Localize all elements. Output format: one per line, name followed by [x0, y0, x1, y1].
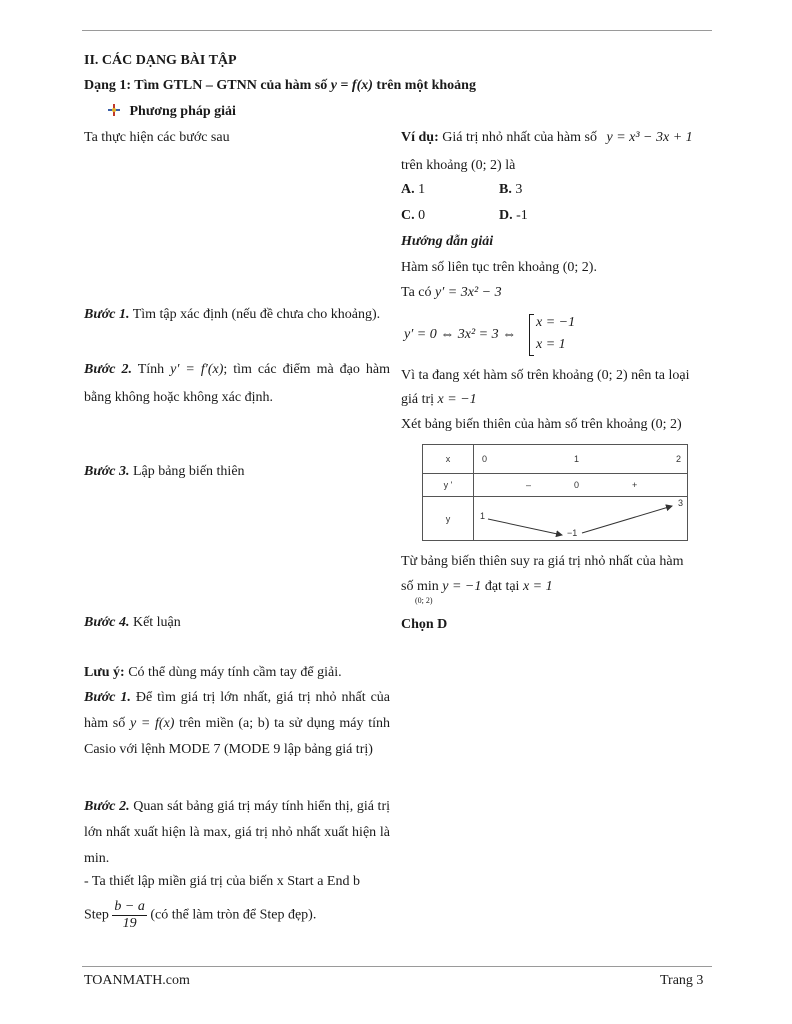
row-x-label: x — [423, 445, 474, 474]
note: Lưu ý: Có thể dùng máy tính cầm tay để giải. — [84, 665, 342, 680]
section-title: II. CÁC DẠNG BÀI TẬP — [84, 53, 237, 68]
x-value-0: 0 — [482, 454, 488, 464]
yprime-zero: 0 — [574, 480, 580, 490]
arrow-up — [582, 506, 672, 533]
answer: Chọn D — [401, 617, 448, 632]
type-title: Dạng 1: Tìm GTLN – GTNN của hàm số y = f(x) trên một khoảng — [84, 78, 476, 93]
y-value-min: −1 — [567, 528, 578, 538]
row-yprime-label: y ' — [423, 474, 474, 497]
note-dash-line: - Ta thiết lập miền giá trị của biến x Start a End b — [84, 874, 360, 889]
footer-divider — [82, 966, 712, 967]
y-value-end: 3 — [677, 498, 683, 508]
example-line-1: Ví dụ: Giá trị nhỏ nhất của hàm số y = x³ − 3x + 1 — [401, 130, 693, 145]
intro-text: Ta thực hiện các bước sau — [84, 130, 230, 145]
row-y-values — [474, 497, 688, 541]
derivative-line: Ta có y′ = 3x² − 3 — [401, 285, 502, 300]
option-d: D. -1 — [499, 208, 528, 223]
row-y — [423, 497, 688, 541]
footer-site: TOANMATH.com — [84, 973, 190, 988]
solution-2: x = 1 — [536, 337, 566, 352]
step-1: Bước 1. Tìm tập xác định (nếu đề chưa cho khoảng). — [84, 307, 381, 322]
x-value-2: 2 — [675, 454, 681, 464]
x-value-1: 1 — [574, 454, 580, 464]
note-step-2: Bước 2. Quan sát bảng giá trị máy tính hiển thị, giá trị lớn nhất xuất hiện là max, giá trị nhỏ nhất xuất hiện là min. — [84, 799, 390, 866]
step-4: Bước 4. Kết luận — [84, 615, 181, 630]
row-yprime — [423, 474, 688, 497]
exclude-line-1: Vì ta đang xét hàm số trên khoảng (0; 2) nên ta loại — [401, 368, 690, 383]
header-divider — [82, 30, 712, 31]
yprime-sign-neg: – — [526, 480, 532, 490]
footer-page-number: Trang 3 — [660, 973, 704, 988]
bbt-intro: Xét bảng biến thiên của hàm số trên khoảng (0; 2) — [401, 417, 682, 432]
row-x-values — [474, 445, 688, 474]
guide-title: Hướng dẫn giải — [401, 234, 494, 249]
example-line-2: trên khoảng (0; 2) là — [401, 158, 516, 173]
method-title: Phương pháp giải — [108, 103, 236, 121]
y-value-start: 1 — [480, 511, 486, 521]
row-yprime-values — [474, 474, 688, 497]
variation-arrows — [474, 497, 689, 541]
step-fraction: $\frac{b - a}{19}$ — [114, 899, 145, 931]
row-x — [423, 445, 688, 474]
continuity-line: Hàm số liên tục trên khoảng (0; 2). — [401, 260, 597, 275]
step-formula-line: Step $\frac{b - a}{19}$ (có thể làm tròn để Step đẹp). — [84, 899, 317, 931]
solution-bracket — [529, 314, 534, 356]
option-a: A. 1 — [401, 182, 426, 197]
variation-table — [422, 444, 688, 541]
yprime-sign-pos: + — [632, 480, 638, 490]
conclusion-line-2: số min (0; 2) y = −1 đạt tại x = 1 — [401, 579, 553, 605]
arrow-down — [488, 519, 562, 535]
exclude-line-2: giá trị x = −1 — [401, 392, 477, 407]
conclusion-line-1: Từ bảng biến thiên suy ra giá trị nhỏ nhất của hàm — [401, 554, 684, 569]
row-y-label: y — [423, 497, 474, 541]
equation-left: y′ = 0 ⇔ 3x² = 3 ⇔ — [404, 327, 517, 342]
solution-1: x = −1 — [536, 315, 576, 330]
step-2: Bước 2. Tính y′ = f′(x); tìm các điểm mà đạo hàm bằng không hoặc không xác định. — [84, 362, 390, 405]
option-c: C. 0 — [401, 208, 426, 223]
bullet-sparkle-icon — [108, 104, 120, 116]
step-3: Bước 3. Lập bảng biến thiên — [84, 464, 245, 479]
option-b: B. 3 — [499, 182, 523, 197]
note-step-1: Bước 1. Để tìm giá trị lớn nhất, giá trị nhỏ nhất của hàm số y = f(x) trên miền (a; b) ta sử dụng máy tính Casio với lệnh MODE 7 (MODE 9 lập bảng giá trị) — [84, 690, 391, 757]
